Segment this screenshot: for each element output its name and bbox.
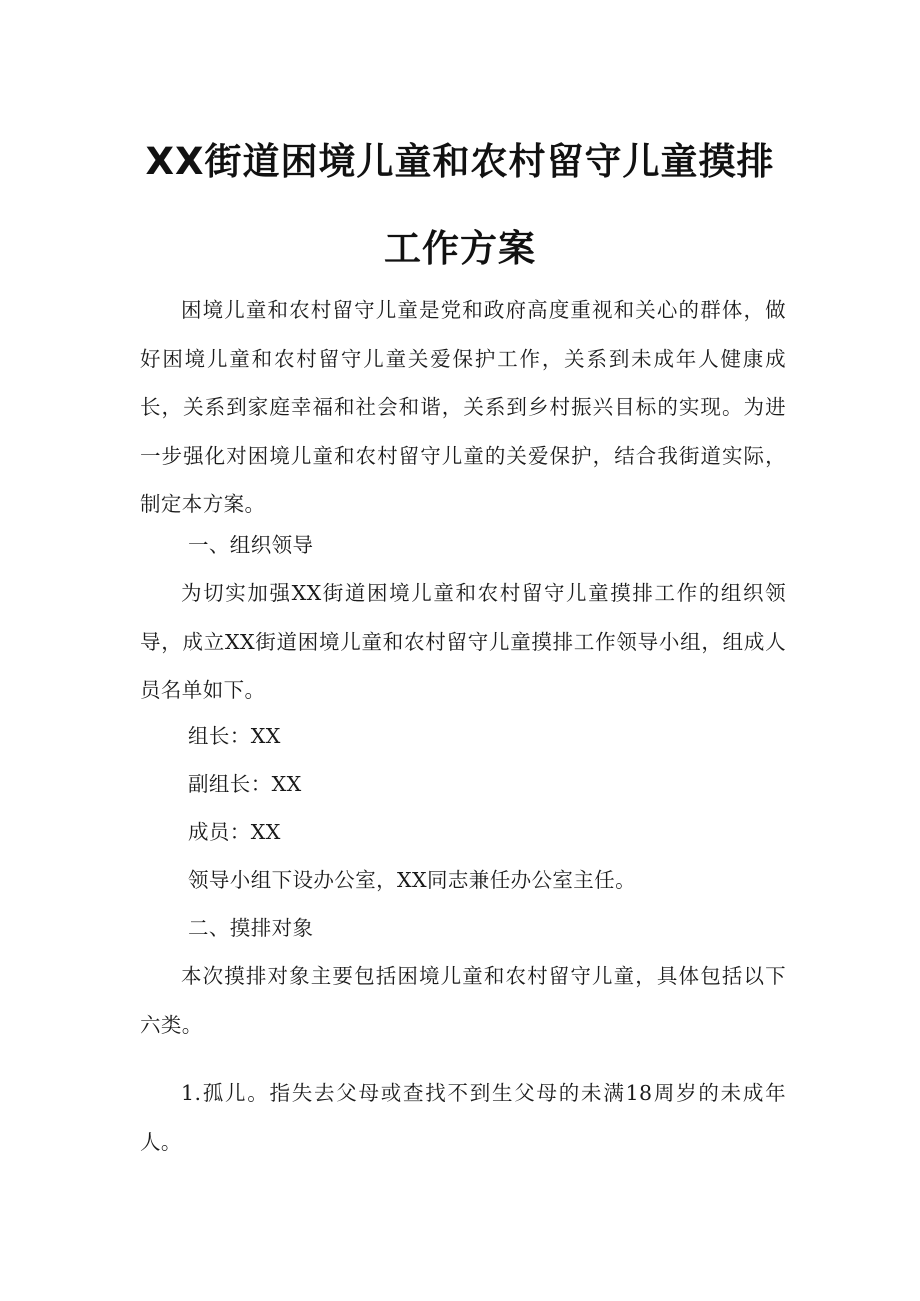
- members-line: 成员：XX: [188, 820, 281, 844]
- intro-paragraph: 困境儿童和农村留守儿童是党和政府高度重视和关心的群体，做好困境儿童和农村留守儿童关爱保护工作，关系到未成年人健康成长，关系到家庭幸福和社会和谐，关系到乡村振兴目标的实现。为进一步强化对困境儿童和农村留守儿童的关爱保护，结合我街道实际，制定本方案。: [140, 298, 786, 516]
- office-note: 领导小组下设办公室，XX同志兼任办公室主任。: [188, 868, 636, 892]
- section-1-heading: 一、组织领导: [188, 533, 314, 557]
- category-item-1: 1.孤儿。指失去父母或查找不到生父母的未满18周岁的未成年人。: [140, 1081, 786, 1154]
- document-title-line-2: 工作方案: [384, 227, 536, 270]
- document-title-line-1: XX街道困境儿童和农村留守儿童摸排: [145, 140, 775, 183]
- section-2-heading: 二、摸排对象: [188, 916, 314, 940]
- leader-line: 组长：XX: [188, 724, 281, 748]
- deputy-leader-line: 副组长：XX: [188, 772, 302, 796]
- section-1-body: 为切实加强XX街道困境儿童和农村留守儿童摸排工作的组织领导，成立XX街道困境儿童和农村留守儿童摸排工作领导小组，组成人员名单如下。: [140, 581, 786, 702]
- section-2-body: 本次摸排对象主要包括困境儿童和农村留守儿童，具体包括以下六类。: [140, 964, 786, 1037]
